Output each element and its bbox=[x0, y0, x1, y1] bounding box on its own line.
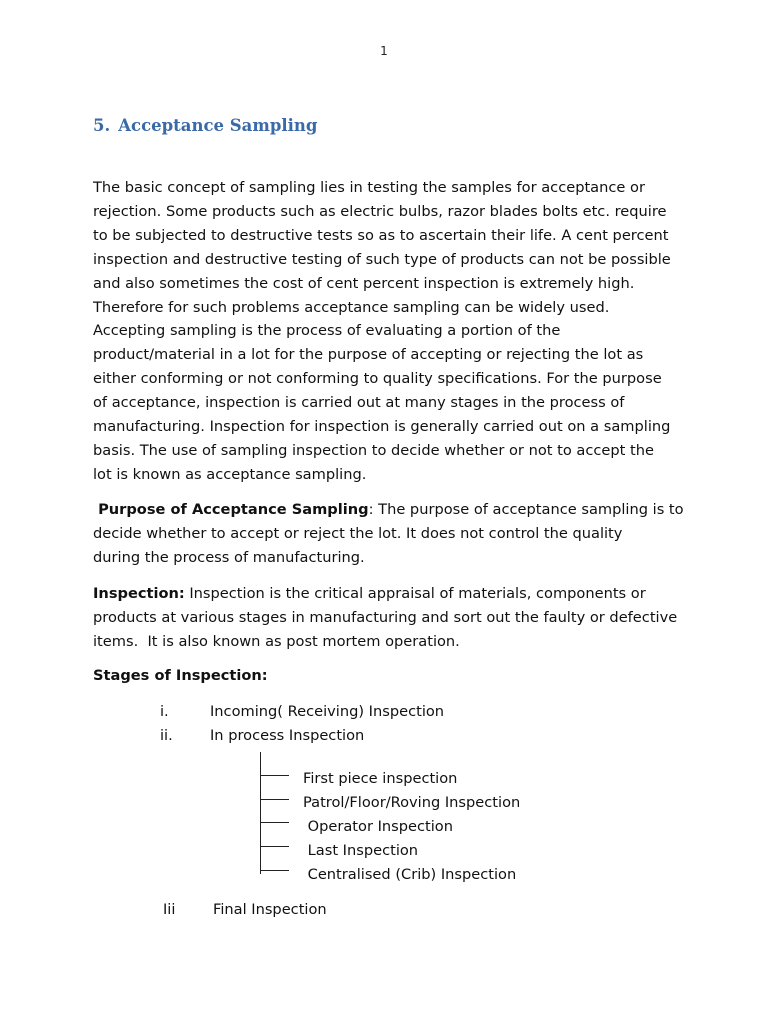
stages-title: Stages of Inspection: bbox=[93, 667, 268, 684]
intro-line: rejection. Some products such as electric bulbs, razor blades bolts etc. require bbox=[93, 202, 667, 220]
intro-line: either conforming or not conforming to quality specifications. For the purpose bbox=[93, 370, 662, 388]
intro-line: product/material in a lot for the purpose of accepting or rejecting the lot as bbox=[93, 346, 644, 364]
in-process-type: Patrol/Floor/Roving Inspection bbox=[303, 794, 521, 811]
purpose-first-line-text: : The purpose of acceptance sampling is to bbox=[368, 501, 684, 518]
stage-item: In process Inspection bbox=[210, 727, 365, 744]
section-number: 5. bbox=[93, 116, 111, 135]
section-title: Acceptance Sampling bbox=[118, 116, 318, 135]
intro-line: and also sometimes the cost of cent percent inspection is extremely high. bbox=[93, 274, 635, 292]
intro-line: The basic concept of sampling lies in testing the samples for acceptance or bbox=[93, 179, 645, 196]
stage-item: Final Inspection bbox=[213, 901, 327, 918]
stage-marker: i. bbox=[160, 703, 169, 720]
in-process-type: Last Inspection bbox=[303, 842, 419, 859]
inspection-label: Inspection: bbox=[93, 585, 185, 602]
stage-marker: Iii bbox=[163, 901, 176, 918]
intro-line: manufacturing. Inspection for inspection is generally carried out on a sampling bbox=[93, 418, 671, 436]
inspection-first-line-text: Inspection is the critical appraisal of materials, components or bbox=[184, 585, 646, 602]
intro-line: basis. The use of sampling inspection to decide whether or not to accept the bbox=[93, 441, 654, 459]
intro-line: of acceptance, inspection is carried out at many stages in the process of bbox=[93, 394, 625, 412]
intro-line: inspection and destructive testing of such type of products can not be possible bbox=[93, 250, 671, 268]
purpose-line: during the process of manufacturing. bbox=[93, 548, 365, 566]
page-number: 1 bbox=[380, 44, 388, 58]
in-process-type: Operator Inspection bbox=[303, 818, 453, 835]
inspection-line: products at various stages in manufacturing and sort out the faulty or defective bbox=[93, 608, 678, 626]
intro-line: Accepting sampling is the process of evaluating a portion of the bbox=[93, 322, 561, 340]
intro-line: to be subjected to destructive tests so as to ascertain their life. A cent percent bbox=[93, 226, 669, 244]
in-process-type: Centralised (Crib) Inspection bbox=[303, 866, 517, 883]
in-process-type: First piece inspection bbox=[303, 770, 458, 787]
purpose-line: decide whether to accept or reject the lot. It does not control the quality bbox=[93, 524, 623, 542]
purpose-label: Purpose of Acceptance Sampling bbox=[93, 501, 369, 518]
intro-line: Therefore for such problems acceptance sampling can be widely used. bbox=[93, 298, 610, 316]
intro-line: lot is known as acceptance sampling. bbox=[93, 465, 367, 483]
inspection-line: items. It is also known as post mortem operation. bbox=[93, 632, 460, 650]
stage-item: Incoming( Receiving) Inspection bbox=[210, 703, 445, 720]
stage-marker: ii. bbox=[160, 727, 173, 744]
